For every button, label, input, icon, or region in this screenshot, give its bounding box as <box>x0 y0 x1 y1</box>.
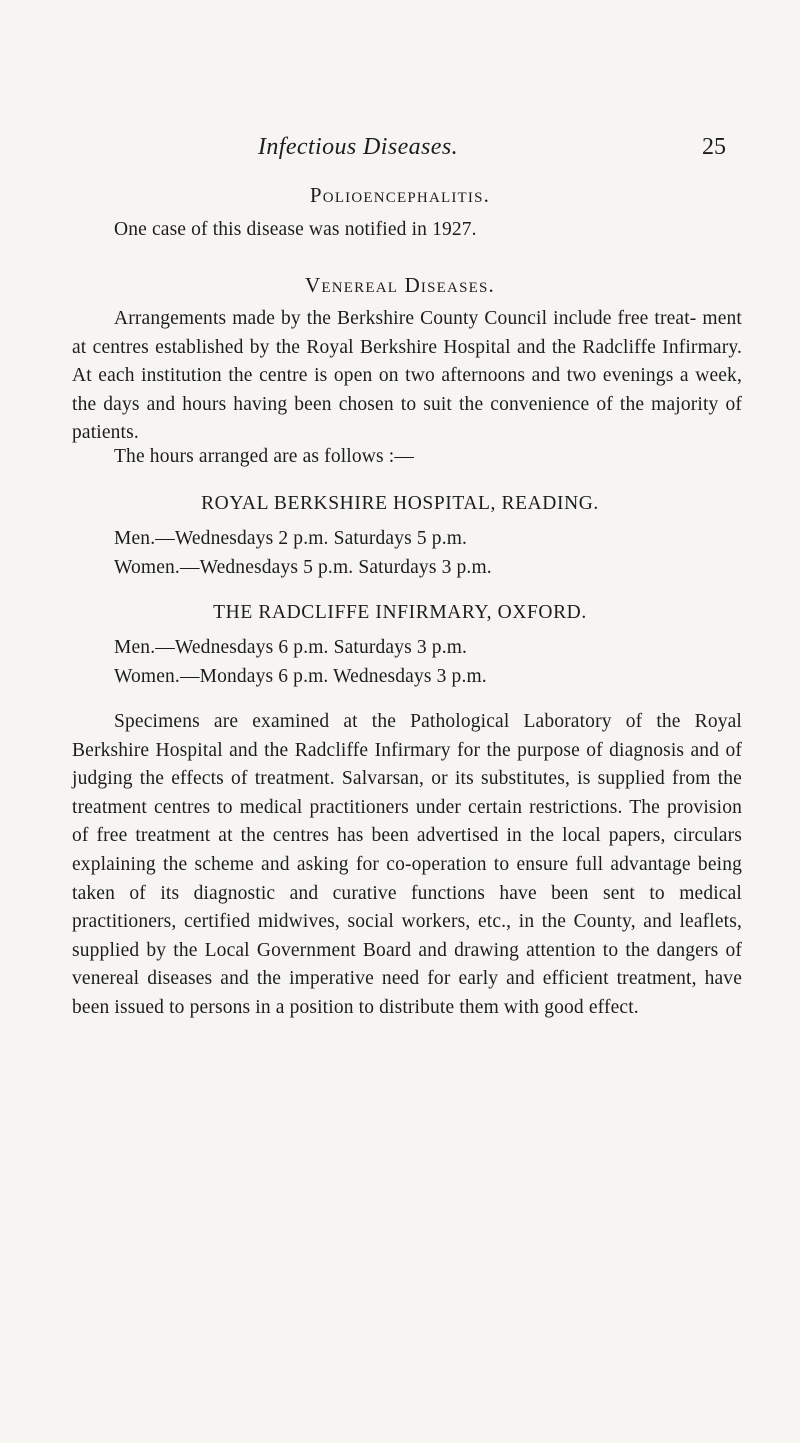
section-title-polioencephalitis: Polioencephalitis. <box>309 183 491 207</box>
radcliffe-men: Men.—Wednesdays 6 p.m. Saturdays 3 p.m. <box>114 637 468 658</box>
specimens-paragraph: Specimens are examined at the Pathological Laboratory of the Royal Berkshire Hospital and the Radcliffe Infirmary for the purpose of diagnosis and of judging the effects of treatment. Salvarsan, or its substitutes, is supplied from the treatment centres to medical practitioners under certain restrictions. The provision of free treatment at the centres has been advertised in the local papers, circulars explaining the scheme and asking for co-operation to ensure full advantage being taken of its diagnostic and curative functions have been sent to medical practitioners, certified midwives, social workers, etc., in the County, and leaflets, supplied by the Local Government Board and drawing attention to the dangers of venereal diseases and the imperative need for early and efficient treatment, have been issued to persons in a position to distribute them with good effect. <box>72 711 742 1018</box>
polioencephalitis-text: One case of this disease was notified in 1927. <box>114 219 477 240</box>
royal-berkshire-heading: ROYAL BERKSHIRE HOSPITAL, READING. <box>201 493 599 514</box>
running-head <box>0 134 800 164</box>
page-number: 25 <box>702 134 726 160</box>
royal-berkshire-women: Women.—Wednesdays 5 p.m. Saturdays 3 p.m. <box>114 557 492 578</box>
venereal-intro-paragraph: Arrangements made by the Berkshire County Council include free treat- ment at centres established by the Royal Berkshire Hospital and the Radcliffe Infirmary. At each institution the centre is open on two afternoons and two evenings a week, the days and hours having been chosen to suit the convenience of the majority of patients. <box>72 308 742 444</box>
radcliffe-heading: THE RADCLIFFE INFIRMARY, OXFORD. <box>213 602 587 623</box>
royal-berkshire-men: Men.—Wednesdays 2 p.m. Saturdays 5 p.m. <box>114 528 468 549</box>
radcliffe-women: Women.—Mondays 6 p.m. Wednesdays 3 p.m. <box>114 666 487 687</box>
running-title: Infectious Diseases. <box>258 134 458 160</box>
section-title-venereal-diseases: Venereal Diseases. <box>305 273 495 297</box>
hours-lead: The hours arranged are as follows :— <box>114 446 414 467</box>
